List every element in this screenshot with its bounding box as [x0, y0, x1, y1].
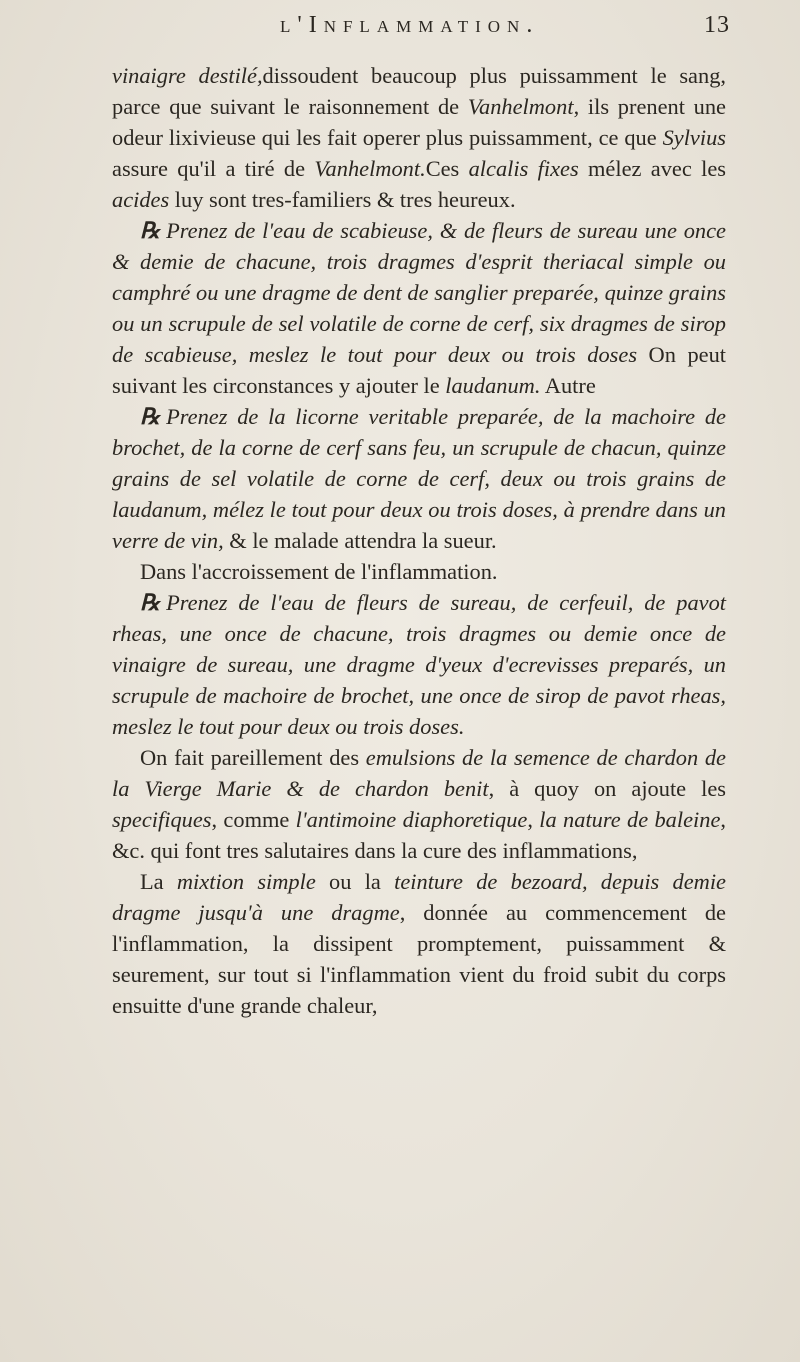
text-run: & le malade attendra la sueur. [223, 528, 497, 553]
paragraph [112, 215, 726, 401]
paragraph [112, 587, 726, 742]
text-run: On peut suivant les circonstances y ajouter le [112, 342, 726, 398]
recipe-symbol: ℞ [140, 218, 161, 243]
text-run: , ils prenent une odeur lixivieuse qui les fait operer plus puissamment, ce que [112, 94, 726, 150]
running-head [280, 12, 730, 52]
text-run: La [140, 869, 177, 894]
italic-run: laudanum. [445, 373, 541, 398]
italic-run: acides [112, 187, 170, 212]
italic-run: alcalis fixes [468, 156, 579, 181]
italic-run: la nature de baleine [539, 807, 721, 832]
recipe-symbol: ℞ [140, 590, 161, 615]
page-number: 13 [704, 12, 730, 38]
paragraph [112, 742, 726, 866]
text-run: luy sont tres-familiers & tres heureux. [169, 187, 516, 212]
text-run: mélez avec les [578, 156, 726, 181]
text-run: Autre [540, 373, 596, 398]
italic-run: vinaigre destilé, [112, 63, 263, 88]
paragraph [112, 866, 726, 1021]
italic-run: teinture de bezoard, depuis demie dragme jusqu'à une dragme [112, 869, 726, 925]
text-run: Dans l'accroissement de l'inflammation. [140, 559, 498, 584]
paragraph [112, 60, 726, 215]
body-text [112, 60, 726, 1021]
italic-run: Sylvius [662, 125, 726, 150]
italic-run: specifiques [112, 807, 212, 832]
text-run: , comme [211, 807, 296, 832]
italic-run: Prenez de l'eau de fleurs de sureau, de cerfeuil, de pavot rheas, une once de chacune, trois dragmes ou demie once de vinaigre de sureau, une dragme d'yeux d'ecrevisses preparés, un scrupule de machoire de brochet, une once de sirop de pavot rheas, meslez le tout pour deux ou trois doses. [112, 590, 726, 739]
text-run: , à quoy on ajoute les [488, 776, 727, 801]
text-run: Ces [425, 156, 469, 181]
paragraph [112, 556, 726, 587]
text-run: assure qu'il a tiré de [112, 156, 315, 181]
running-title: l'Inflammation. [280, 12, 540, 38]
italic-run: emulsions de la semence de chardon de la Vierge Marie & de chardon benit [112, 745, 726, 801]
text-run: , &c. qui font tres salutaires dans la cure des inflammations, [112, 807, 726, 863]
italic-run: Prenez de la licorne veritable preparée, de la machoire de brochet, de la corne de cerf sans feu, un scrupule de chacun, quinze grains de sel volatile de corne de cerf, deux ou trois grains de laudanum, mélez le tout pour deux ou trois doses, à prendre dans un verre de vin, [112, 404, 726, 553]
text-run: On fait pareillement des [140, 745, 366, 770]
paragraph [112, 401, 726, 556]
italic-run: Vanhelmont. [314, 156, 426, 181]
text-run: ou la [315, 869, 395, 894]
italic-run: l'antimoine diaphoretique [295, 807, 528, 832]
recipe-symbol: ℞ [140, 404, 161, 429]
text-run: , donnée au commencement de l'inflammation, la dissipent promptement, puissamment & seurement, sur tout si l'inflammation vient du froid subit du corps ensuitte d'une grande chaleur, [112, 900, 726, 1018]
text-run: dissoudent beaucoup plus puissamment le sang, parce que suivant le raisonnement de [112, 63, 726, 119]
text-run: , [527, 807, 540, 832]
italic-run: mixtion simple [176, 869, 316, 894]
italic-run: Prenez de l'eau de scabieuse, & de fleurs de sureau une once & demie de chacune, trois dragmes d'esprit theriacal simple ou camphré ou une dragme de dent de sanglier preparée, quinze grains ou un scrupule de sel volatile de corne de cerf, six dragmes de sirop de scabieuse, meslez le tout pour deux ou trois doses [112, 218, 726, 367]
italic-run: Vanhelmont [467, 94, 574, 119]
